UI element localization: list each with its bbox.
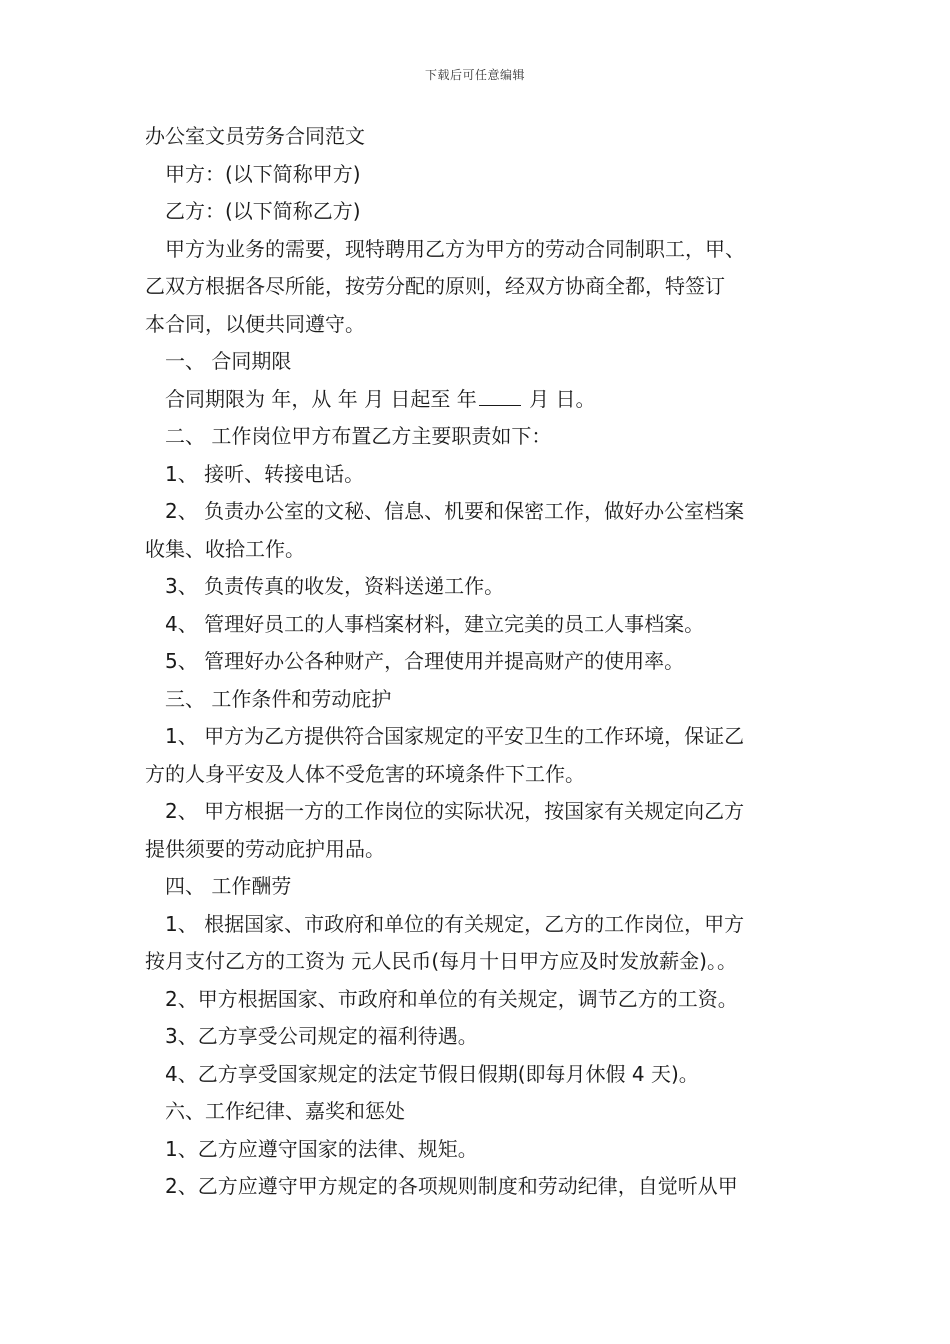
pay-item-3: 3、乙方享受公司规定的福利待遇。 (165, 1024, 478, 1048)
party-b-line: 乙方：(以下简称乙方) (165, 199, 361, 223)
pay-item-1-line-2: 按月支付乙方的工资为 元人民币(每月十日甲方应及时发放薪金)。。 (145, 949, 737, 973)
condition-item-1-line-1: 1、 甲方为乙方提供符合国家规定的平安卫生的工作环境，保证乙 (165, 724, 745, 748)
duty-item-5: 5、 管理好办公各种财产，合理使用并提高财产的使用率。 (165, 649, 685, 673)
duty-item-4: 4、 管理好员工的人事档案材料，建立完美的员工人事档案。 (165, 611, 705, 636)
duty-item-2-line-1: 2、 负责办公室的文秘、信息、机要和保密工作，做好办公室档案 (165, 499, 745, 523)
condition-item-2-line-2: 提供须要的劳动庇护用品。 (145, 836, 385, 861)
pay-item-4: 4、乙方享受国家规定的法定节假日假期(即每月休假 4 天)。 (165, 1061, 699, 1086)
condition-item-2-line-1: 2、 甲方根据一方的工作岗位的实际状况，按国家有关规定向乙方 (165, 799, 745, 823)
section-2-heading: 二、 工作岗位甲方布置乙方主要职责如下： (165, 424, 552, 448)
pay-item-1-line-1: 1、 根据国家、市政府和单位的有关规定，乙方的工作岗位，甲方 (165, 911, 745, 936)
intro-line-2: 乙双方根据各尽所能，按劳分配的原则，经双方协商全都，特签订 (145, 274, 725, 298)
section-6-heading: 六、工作纪律、嘉奖和惩处 (165, 1099, 405, 1123)
condition-item-1-line-2: 方的人身平安及人体不受危害的环境条件下工作。 (145, 761, 585, 786)
pay-item-2: 2、甲方根据国家、市政府和单位的有关规定，调节乙方的工资。 (165, 986, 738, 1011)
contract-term-text: 合同期限为 年，从 年 月 日起至 年 (165, 386, 477, 411)
discipline-item-1: 1、乙方应遵守国家的法律、规矩。 (165, 1136, 478, 1161)
party-a-line: 甲方：(以下简称甲方) (165, 161, 361, 186)
duty-item-3: 3、 负责传真的收发，资料送递工作。 (165, 574, 505, 598)
section-3-heading: 三、 工作条件和劳动庇护 (165, 686, 392, 711)
contract-body (145, 118, 813, 1206)
intro-line-3: 本合同，以便共同遵守。 (145, 311, 365, 336)
section-1-heading: 一、 合同期限 (165, 349, 292, 373)
duty-item-1: 1、 接听、转接电话。 (165, 461, 365, 486)
document-title: 办公室文员劳务合同范文 (145, 124, 365, 148)
fill-in-blank (479, 387, 521, 406)
discipline-item-2: 2、乙方应遵守甲方规定的各项规则制度和劳动纪律，自觉听从甲 (165, 1174, 738, 1198)
duty-item-2-line-2: 收集、收拾工作。 (145, 536, 305, 561)
download-note: 下载后可任意编辑 (424, 68, 525, 82)
contract-term-line (145, 381, 813, 419)
intro-line-1: 甲方为业务的需要，现特聘用乙方为甲方的劳动合同制职工，甲、 (165, 236, 745, 261)
contract-term-end: 月 日。 (522, 386, 596, 411)
section-4-heading: 四、 工作酬劳 (165, 874, 292, 898)
